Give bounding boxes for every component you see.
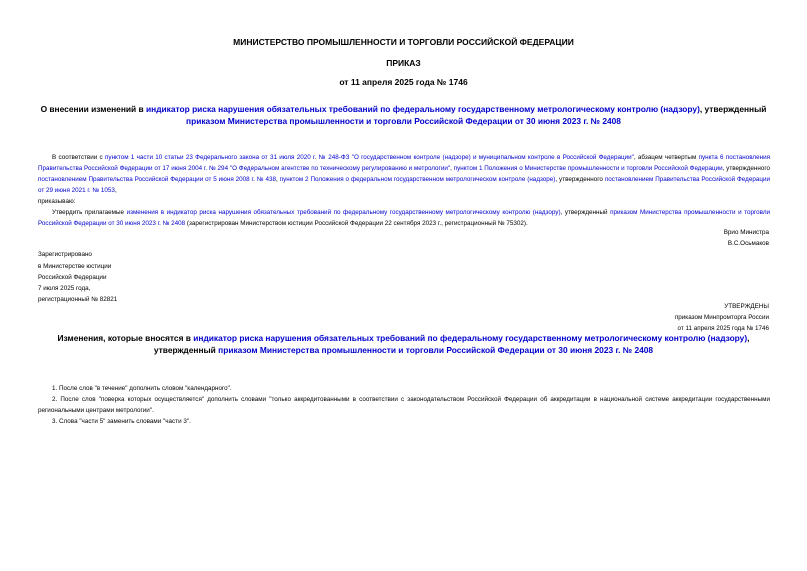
change-item-3: 3. Слова "части 5" заменить словами "части 3". [52, 418, 191, 425]
order-2408-link[interactable]: приказом Министерства промышленности и торговли Российской Федерации от 30 июня 2023 г. № 2408 [186, 115, 621, 126]
document-type: ПРИКАЗ [386, 58, 421, 68]
decree-438-link[interactable]: постановлением Правительства Российской Федерации от 5 июня 2008 г. № 438 [38, 176, 277, 183]
preamble-text: , абзацем четвертым [633, 154, 699, 161]
preamble-text: В соответствии с [52, 154, 106, 161]
order-word: приказываю: [38, 198, 76, 205]
approve-text: (зарегистрирован Министерством юстиции Российской Федерации 22 сентября 2023 г., регистрационный № 75302). [185, 220, 528, 227]
decree-1053-link[interactable]: постановлением Правительства Российской Федерации от 29 июня 2021 г. № 1053 [38, 176, 770, 194]
preamble-text: , [114, 187, 117, 194]
ministry-name: МИНИСТЕРСТВО ПРОМЫШЛЕННОСТИ И ТОРГОВЛИ РОССИЙСКОЙ ФЕДЕРАЦИИ [233, 37, 574, 47]
ministry-regulation-link[interactable]: пунктом 1 Положения о Министерстве промышленности и торговли Российской Федерации [453, 165, 723, 172]
approved-by-order: приказом Минпромторга России [674, 314, 769, 321]
approved-stamp: УТВЕРЖДЕНЫ [724, 303, 769, 310]
registration-line: Российской Федерации [38, 274, 107, 281]
registration-date: 7 июля 2025 года, [38, 285, 91, 292]
preamble-text: , [450, 165, 454, 172]
changes-order-2408-link[interactable]: приказом Министерства промышленности и торговли Российской Федерации от 30 июня 2023 г. № 2408 [218, 344, 654, 355]
approved-date: от 11 апреля 2025 года № 1746 [677, 325, 769, 332]
changes-title-middle: , утвержденный [153, 333, 750, 355]
approve-text: , утвержденный [560, 209, 611, 216]
page-title [30, 104, 777, 127]
approve-text: Утвердить прилагаемые [52, 209, 127, 216]
preamble-text: , утвержденного [555, 176, 605, 183]
registration-line: в Министерстве юстиции [38, 263, 112, 270]
approve-paragraph [38, 207, 770, 229]
title-prefix: О внесении изменений в [40, 104, 146, 114]
change-item-2: 2. После слов "поверка которых осуществляется" дополнить словами "только аккредитованными в соответствии с законодательством Российской Федерации об аккредитации в национальной системе аккредитации государственными региональными центрами метрологии". [38, 396, 770, 414]
changes-indicator-link[interactable]: индикатор риска нарушения обязательных требований по федеральному государственному метрологическому контролю (надзору) [193, 333, 748, 343]
order-2408-inline-link[interactable]: приказом Министерства промышленности и торговли Российской Федерации от 30 июня 2023 г. № 2408 [38, 209, 771, 227]
metrology-control-regulation-link[interactable]: пунктом 2 Положения о федеральном государственном метрологическом контроле (надзоре) [279, 176, 556, 183]
changes-link[interactable]: изменения в индикатор риска нарушения обязательных требований по федеральному государственному метрологическому контролю (надзору) [126, 209, 561, 216]
preamble-text: , утвержденного [722, 165, 770, 172]
preamble-paragraph [38, 152, 770, 196]
registration-line: Зарегистрировано [38, 251, 92, 258]
registration-number: регистрационный № 82821 [38, 296, 118, 303]
indicator-link[interactable]: индикатор риска нарушения обязательных требований по федеральному государственному метрологическому контролю (надзору) [146, 104, 700, 114]
change-item-1: 1. После слов "в течение" дополнить словом "календарного". [52, 385, 232, 392]
order-date-number: от 11 апреля 2025 года № 1746 [339, 77, 468, 87]
changes-title [30, 333, 777, 356]
changes-title-prefix: Изменения, которые вносятся в [57, 333, 194, 343]
decree-294-link[interactable]: пункта 6 постановления Правительства Российской Федерации от 17 июня 2004 г. № 294 "О Федеральном агентстве по техническому регулированию и метрологии" [38, 154, 770, 172]
signatory-position: Врио Министра [723, 229, 769, 236]
preamble-text: , [276, 176, 280, 183]
signatory-name: В.С.Осьмаков [727, 240, 769, 247]
title-middle: , утвержденный [699, 104, 767, 114]
law-248-link[interactable]: пунктом 1 части 10 статьи 23 Федерального закона от 31 июля 2020 г. № 248-ФЗ "О государственном контроле (надзоре) и муниципальном контроле в Российской Федерации" [105, 154, 634, 161]
